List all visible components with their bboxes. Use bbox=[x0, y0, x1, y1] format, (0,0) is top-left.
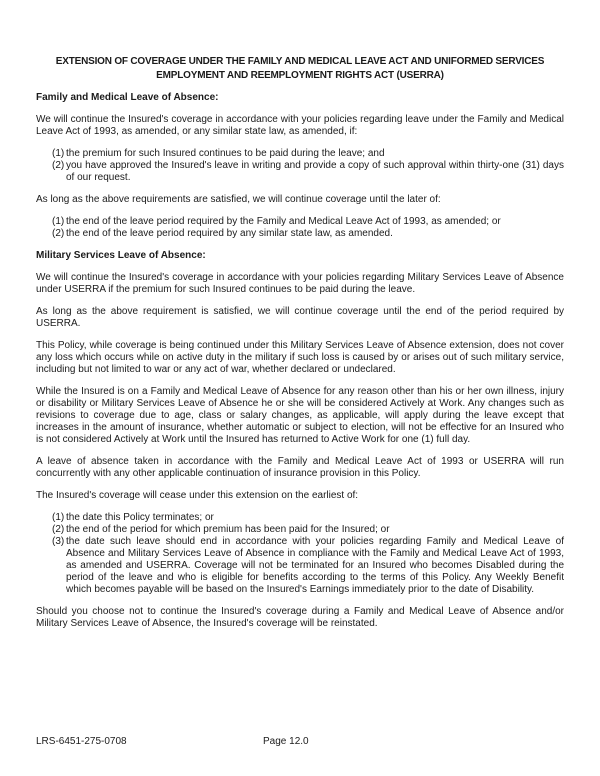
list-item bbox=[36, 536, 564, 596]
list-item-number: (3) bbox=[52, 536, 65, 547]
document-title-line1: EXTENSION OF COVERAGE UNDER THE FAMILY AND MEDICAL LEAVE ACT AND UNIFORMED SERVICES bbox=[55, 56, 545, 67]
list-item bbox=[36, 512, 564, 524]
paragraph-military-exclusion: This Policy, while coverage is being continued under this Military Services Leave of Absence extension, does not cover any loss which occurs while on active duty in the military if such loss is caused by or arises out of such military service, including but not limited to war or any act of war, whether declared or undeclared. bbox=[36, 340, 564, 375]
document-title bbox=[36, 55, 564, 83]
document-title-line2: EMPLOYMENT AND REEMPLOYMENT RIGHTS ACT (USERRA) bbox=[156, 70, 444, 81]
list-item-text: you have approved the Insured's leave in writing and provide a copy of such approval within thirty-one (31) days of our request. bbox=[66, 160, 564, 183]
footer-page-number: Page 12.0 bbox=[263, 736, 309, 747]
paragraph-fmla-continue: As long as the above requirements are satisfied, we will continue coverage until the later of: bbox=[36, 194, 441, 205]
list-item-text: the end of the period for which premium has been paid for the Insured; or bbox=[66, 524, 390, 535]
list-item-number: (1) bbox=[52, 216, 65, 227]
fmla-conditions-list bbox=[36, 148, 564, 184]
list-item bbox=[36, 524, 564, 536]
paragraph-fmla-intro: We will continue the Insured's coverage in accordance with your policies regarding leave under the Family and Medical Leave Act of 1993, as amended, or any similar state law, as amended, if: bbox=[36, 114, 564, 137]
paragraph-concurrent-leave: A leave of absence taken in accordance with the Family and Medical Leave Act of 1993 or USERRA will run concurrently with any other applicable continuation of insurance provision in this Policy. bbox=[36, 456, 564, 479]
list-item-number: (2) bbox=[52, 228, 65, 239]
paragraph-actively-at-work: While the Insured is on a Family and Medical Leave of Absence for any reason other than his or her own illness, injury or disability or Military Services Leave of Absence he or she will be considered Actively at Work. Any changes such as revisions to coverage due to age, class or salary changes, as applicable, will apply during the leave except that increases in the amount of insurance, whether automatic or subject to election, will not be effective for an Insured who is not considered Actively at Work until the Insured has returned to Active Work for one (1) full day. bbox=[36, 386, 564, 445]
list-item bbox=[36, 228, 564, 240]
fmla-later-of-list bbox=[36, 216, 564, 240]
paragraph-reinstatement: Should you choose not to continue the Insured's coverage during a Family and Medical Leave of Absence and/or Military Services Leave of Absence, the Insured's coverage will be reinstated. bbox=[36, 606, 564, 629]
page-footer bbox=[0, 736, 600, 750]
list-item-text: the end of the leave period required by any similar state law, as amended. bbox=[66, 228, 393, 239]
list-item bbox=[36, 160, 564, 184]
list-item-text: the date such leave should end in accordance with your policies regarding Family and Medical Leave of Absence and Military Services Leave of Absence in compliance with the Family and Medical Leave Act of 1993, as amended and USERRA. Coverage will not be terminated for an Insured who becomes Disabled during the period of the leave and who is eligible for benefits according to the terms of this Policy. Any Weekly Benefit which becomes payable will be based on the Insured's Earnings immediately prior to the date of Disability. bbox=[66, 536, 564, 595]
section-heading-military: Military Services Leave of Absence: bbox=[36, 250, 206, 261]
section-heading-fmla: Family and Medical Leave of Absence: bbox=[36, 92, 219, 103]
list-item-text: the premium for such Insured continues to be paid during the leave; and bbox=[66, 148, 385, 159]
list-item-text: the end of the leave period required by the Family and Medical Leave Act of 1993, as amended; or bbox=[66, 216, 501, 227]
list-item bbox=[36, 216, 564, 228]
list-item-number: (2) bbox=[52, 160, 65, 171]
coverage-cease-list bbox=[36, 512, 564, 596]
footer-form-number: LRS-6451-275-0708 bbox=[36, 736, 127, 747]
list-item-number: (2) bbox=[52, 524, 65, 535]
paragraph-military-intro: We will continue the Insured's coverage in accordance with your policies regarding Military Services Leave of Absence under USERRA if the premium for such Insured continues to be paid during the leave. bbox=[36, 272, 564, 295]
paragraph-coverage-cease-intro: The Insured's coverage will cease under this extension on the earliest of: bbox=[36, 490, 359, 501]
list-item-number: (1) bbox=[52, 148, 65, 159]
list-item bbox=[36, 148, 564, 160]
list-item-number: (1) bbox=[52, 512, 65, 523]
list-item-text: the date this Policy terminates; or bbox=[66, 512, 214, 523]
paragraph-military-requirement: As long as the above requirement is satisfied, we will continue coverage until the end of the period required by USERRA. bbox=[36, 306, 564, 329]
